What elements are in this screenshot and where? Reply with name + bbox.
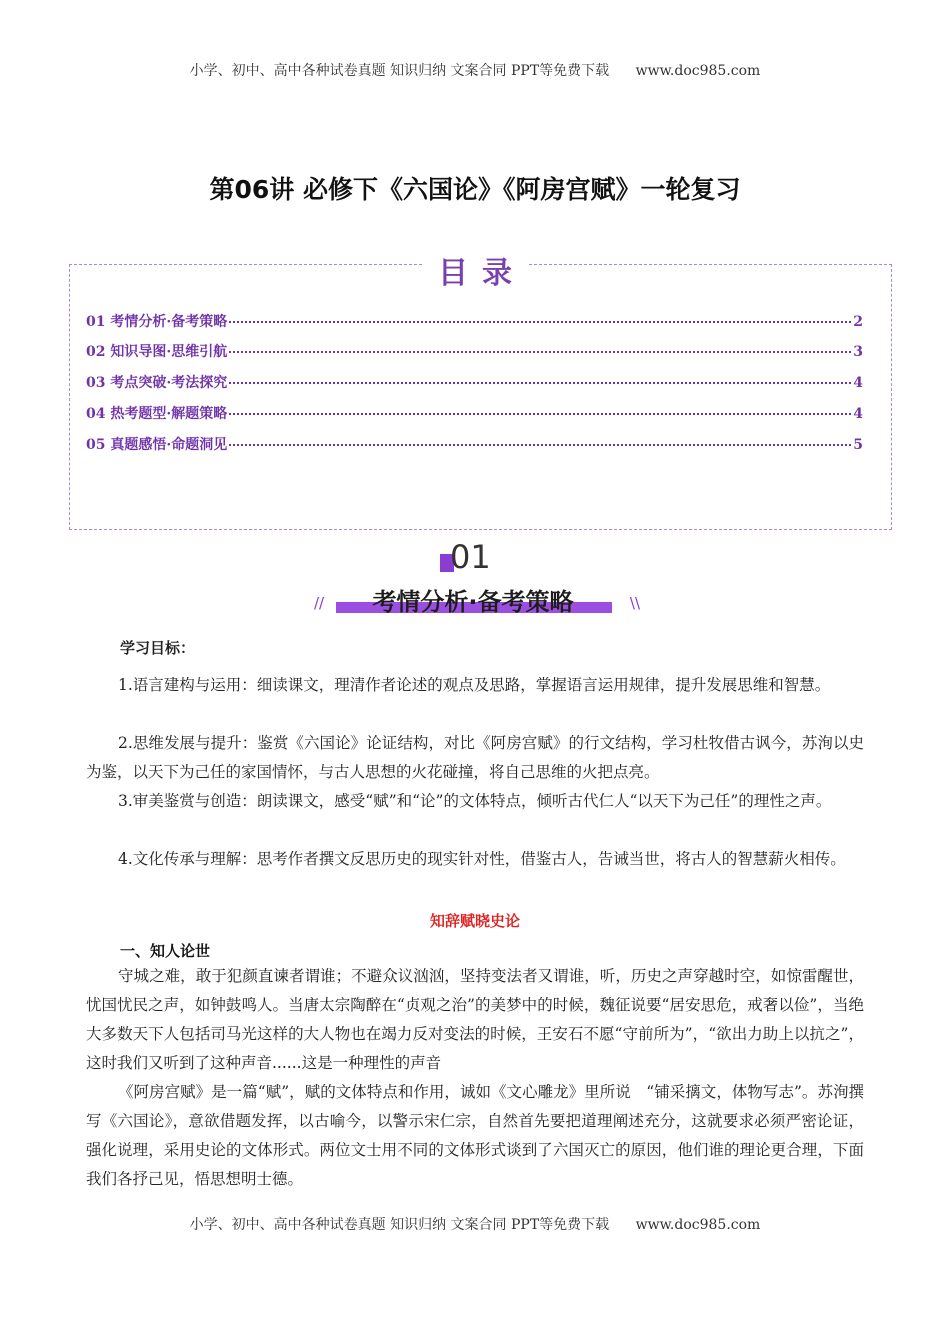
toc-item[interactable] [86,434,863,454]
section-number-text: 01 [450,538,491,576]
toc-leader [229,413,851,415]
toc-item-page: 4 [853,406,863,422]
header-url[interactable]: www.doc985.com [635,63,761,79]
header-text: 小学、初中、高中各种试卷真题 知识归纳 文案合同 PPT等免费下载 [189,63,610,79]
toc-leader [229,321,851,323]
red-heading: 知辞赋晓史论 [429,912,520,930]
section-title: 考情分析·备考策略 [372,588,574,616]
toc-item-page: 5 [853,437,863,453]
page-header [0,60,950,80]
deco-slash-right: \\ [629,594,640,612]
toc-item-page: 3 [853,344,863,360]
goals-label: 学习目标： [120,639,196,657]
toc-item-label: 02 知识导图·思维引航 [86,344,228,360]
toc-item-label: 01 考情分析·备考策略 [86,314,228,330]
toc-box [69,264,892,530]
footer-text: 小学、初中、高中各种试卷真题 知识归纳 文案合同 PPT等免费下载 [189,1217,610,1233]
toc-item[interactable] [86,403,863,423]
toc-leader [229,444,851,446]
goal-paragraph: 4.文化传承与理解：思考作者撰文反思历史的现实针对性，借鉴古人，告诫当世，将古人的智慧薪火相传。 [118,850,846,868]
goal-paragraph: 2.思维发展与提升：鉴赏《六国论》论证结构，对比《阿房宫赋》的行文结构，学习杜牧借古讽今，苏洵以史为鉴，以天下为己任的家国情怀，与古人思想的火花碰撞，将自己思维的火把点亮。 [86,734,864,781]
toc-item-page: 4 [853,375,863,391]
toc-heading: 目录 [0,248,950,292]
toc-item-label: 05 真题感悟·命题洞见 [86,437,228,453]
page-footer [0,1214,950,1234]
toc-leader [229,382,851,384]
toc-leader [229,351,851,353]
goal-paragraph: 1.语言建构与运用：细读课文，理清作者论述的观点及思路，掌握语言运用规律，提升发展思维和智慧。 [118,676,831,694]
section-banner [314,582,640,616]
toc-item[interactable] [86,311,863,331]
goal-paragraph: 3.审美鉴赏与创造：朗读课文，感受“赋”和“论”的文体特点，倾听古代仁人“以天下为己任”的理性之声。 [118,792,832,810]
body-paragraph: 守城之难，敢于犯颜直谏者谓谁；不避众议汹汹，坚持变法者又谓谁，听，历史之声穿越时空，如惊雷醒世，忧国忧民之声，如钟鼓鸣人。当唐太宗陶醉在“贞观之治”的美梦中的时候，魏征说要“居安思危，戒奢以俭”，当绝大多数天下人包括司马光这样的大人物也在竭力反对变法的时候，王安石不愿“守前所为”，“欲出力助上以抗之”，这时我们又听到了这种声音......这是一种理性的声音 [86,967,864,1072]
footer-url[interactable]: www.doc985.com [635,1217,761,1233]
deco-slash-left: // [314,594,325,612]
page-title: 第06讲 必修下《六国论》《阿房宫赋》一轮复习 [209,175,741,204]
section-number [440,540,510,576]
toc-item[interactable] [86,341,863,361]
sub-heading: 一、知人论世 [120,942,211,960]
toc-item[interactable] [86,372,863,392]
toc-item-page: 2 [853,314,863,330]
toc-item-label: 04 热考题型·解题策略 [86,406,228,422]
toc-item-label: 03 考点突破·考法探究 [86,375,228,391]
body-paragraph: 《阿房宫赋》是一篇“赋”，赋的文体特点和作用，诚如《文心雕龙》里所说 “铺采摛文，体物写志”。苏洵撰写《六国论》，意欲借题发挥，以古喻今，以警示宋仁宗，自然首先要把道理阐述充分，这就要求必须严密论证，强化说理，采用史论的文体形式。两位文士用不同的文体形式谈到了六国灭亡的原因，他们谁的理论更合理，下面我们各抒己见，悟思想明士德。 [86,1083,864,1188]
